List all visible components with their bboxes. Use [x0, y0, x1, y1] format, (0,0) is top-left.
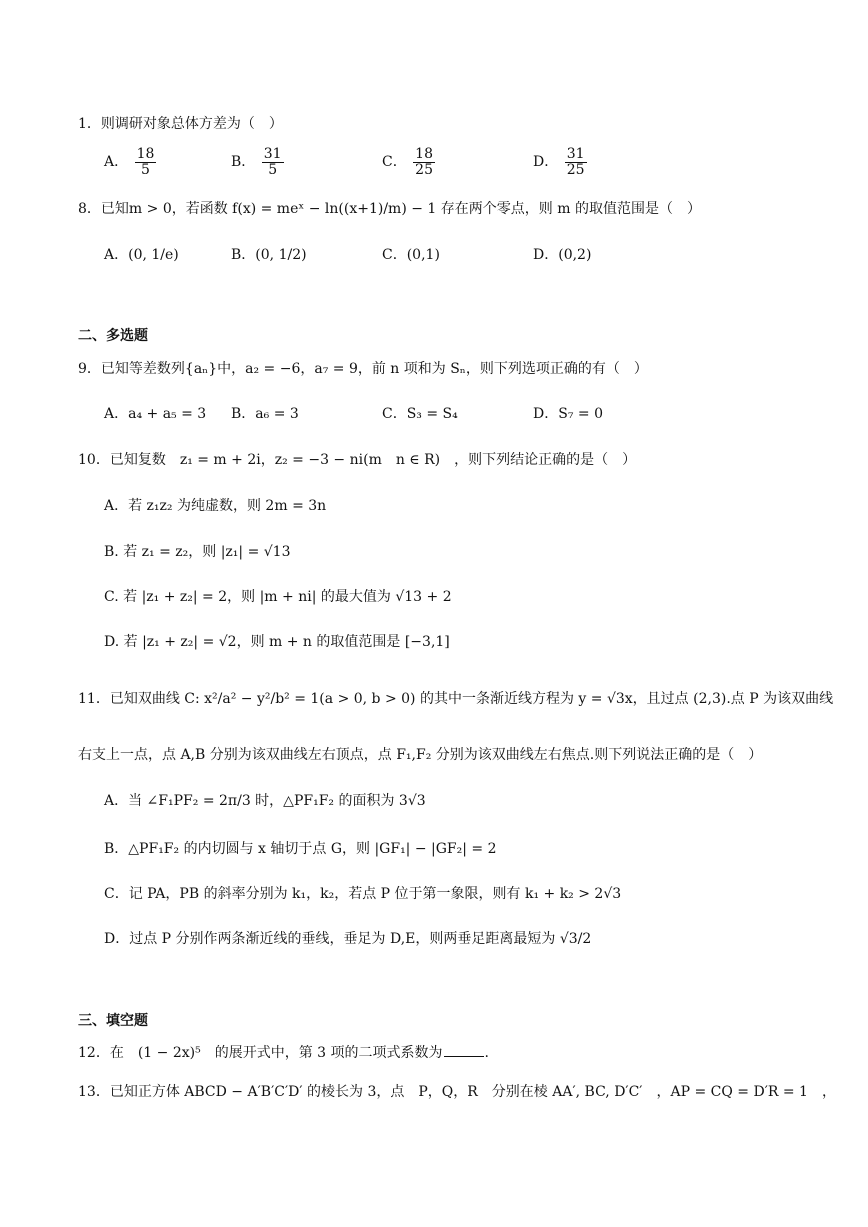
- question-9-option-d: D．S₇ = 0: [533, 406, 603, 422]
- question-10-option-b: B. 若 z₁ = z₂，则 |z₁| = √13: [104, 544, 291, 560]
- answer-blank: [444, 1056, 484, 1057]
- question-8-option-c: C．(0,1): [382, 247, 440, 263]
- option-letter: C．: [382, 154, 407, 171]
- question-12-stem: [78, 1042, 489, 1062]
- question-9-option-b: B．a₆ = 3: [231, 406, 299, 422]
- question-1-option-a: [104, 147, 158, 177]
- question-8-option-a: A．(0, 1/e): [104, 247, 179, 263]
- question-8-option-d: D．(0,2): [533, 247, 592, 263]
- question-9-option-c: C．S₃ = S₄: [382, 406, 458, 422]
- question-13-stem: 13．已知正方体 ABCD − A′B′C′D′ 的棱长为 3，点 P，Q，R 分别在棱 AA′, BC, D′C′ ，AP = CQ = D′R = 1 ，: [78, 1084, 836, 1100]
- question-1-option-b: [231, 147, 286, 177]
- option-letter: B．: [231, 154, 256, 171]
- question-1-stem: 1．则调研对象总体方差为（ ）: [78, 116, 283, 132]
- question-8-stem: 8．已知m > 0，若函数 f(x) = meˣ − ln((x+1)/m) − 1 存在两个零点，则 m 的取值范围是（ ）: [78, 201, 701, 217]
- question-10-stem: 10．已知复数 z₁ = m + 2i，z₂ = −3 − ni(m n ∈ R) ，则下列结论正确的是（ ）: [78, 452, 637, 468]
- question-10-option-c: C. 若 |z₁ + z₂| = 2，则 |m + ni| 的最大值为 √13 + 2: [104, 589, 452, 605]
- question-11-option-c: C．记 PA，PB 的斜率分别为 k₁，k₂，若点 P 位于第一象限，则有 k₁ + k₂ > 2√3: [104, 886, 622, 902]
- question-10-option-a: A．若 z₁z₂ 为纯虚数，则 2m = 3n: [104, 498, 327, 514]
- option-letter: D．: [533, 154, 559, 171]
- question-9-stem: 9．已知等差数列{aₙ}中，a₂ = −6，a₇ = 9，前 n 项和为 Sₙ，则下列选项正确的有（ ）: [78, 361, 648, 377]
- fraction: $\frac{18}{25}$: [415, 146, 433, 178]
- fraction: $\frac{31}{25}$: [566, 146, 585, 178]
- question-10-option-d: D. 若 |z₁ + z₂| = √2，则 m + n 的取值范围是 [−3,1]: [104, 634, 450, 650]
- question-12-text: 12．在 (1 − 2x)⁵ 的展开式中，第 3 项的二项式系数为: [78, 1045, 443, 1061]
- question-12-end: .: [484, 1045, 489, 1061]
- question-11-option-b: B．△PF₁F₂ 的内切圆与 x 轴切于点 G，则 |GF₁| − |GF₂| = 2: [104, 841, 497, 857]
- question-11-option-a: A．当 ∠F₁PF₂ = 2π/3 时，△PF₁F₂ 的面积为 3√3: [104, 793, 426, 809]
- section-heading-fill-in: 三、填空题: [78, 1013, 148, 1029]
- question-11-option-d: D．过点 P 分别作两条渐近线的垂线，垂足为 D,E，则两垂足距离最短为 √3/2: [104, 931, 592, 947]
- question-1-option-c: [382, 147, 437, 177]
- section-heading-multiple-choice: 二、多选题: [78, 328, 148, 344]
- question-11-stem-line-1: 11．已知双曲线 C: x²/a² − y²/b² = 1(a > 0, b > 0) 的其中一条渐近线方程为 y = √3x，且过点 (2,3).点 P 为该双曲线: [78, 691, 834, 707]
- question-11-stem-line-2: 右支上一点，点 A,B 分别为该双曲线左右顶点，点 F₁,F₂ 分别为该双曲线左右焦点.则下列说法正确的是（ ）: [78, 747, 763, 763]
- fraction: $\frac{31}{5}$: [263, 146, 282, 178]
- question-1-option-d: [533, 147, 589, 177]
- fraction: $\frac{18}{5}$: [136, 146, 155, 178]
- question-8-option-b: B．(0, 1/2): [231, 247, 307, 263]
- question-9-option-a: A．a₄ + a₅ = 3: [104, 406, 207, 422]
- option-letter: A．: [104, 154, 129, 171]
